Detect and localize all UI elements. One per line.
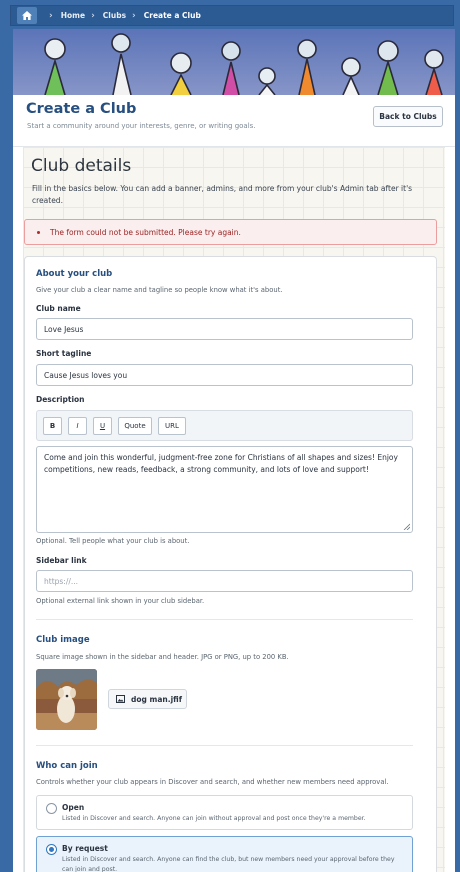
image-icon [116, 695, 125, 703]
about-hint: Give your club a clear name and tagline so people know what it's about. [36, 286, 283, 294]
description-textarea[interactable] [36, 446, 413, 533]
club-form-card [24, 256, 437, 872]
chevron-right-icon: › [49, 10, 53, 21]
chevron-right-icon: › [132, 10, 136, 21]
who-can-join-heading: Who can join [36, 761, 98, 771]
sidebar-link-label: Sidebar link [36, 556, 87, 565]
page-header [13, 95, 455, 147]
chevron-right-icon: › [91, 10, 95, 21]
join-option-title: By request [62, 844, 108, 853]
url-button[interactable]: URL [158, 417, 186, 435]
page-title: Create a Club [26, 101, 137, 117]
breadcrumb-home[interactable]: › Home [49, 10, 86, 21]
radio-by-request[interactable] [46, 844, 57, 855]
home-button[interactable] [17, 7, 37, 24]
breadcrumb-current: › Create a Club [132, 10, 201, 21]
breadcrumb-clubs[interactable]: › Clubs [91, 10, 127, 21]
club-name-input[interactable]: Love Jesus [36, 318, 413, 340]
sidebar-link-input[interactable]: https://... [36, 570, 413, 592]
bullet-icon [37, 231, 40, 234]
error-alert [24, 219, 437, 245]
description-text: Come and join this wonderful, judgment-free zone for Christians of all shapes and sizes! Enjoy competitions, new reads, feedback, a strong community, and lots of love and support! [44, 453, 398, 474]
radio-open[interactable] [46, 803, 57, 814]
who-can-join-hint: Controls whether your club appears in Discover and search, and whether new members need approval. [36, 778, 389, 786]
breadcrumb [10, 5, 454, 26]
divider [36, 745, 413, 746]
join-option-by-request[interactable] [36, 836, 413, 872]
club-image-heading: Club image [36, 635, 90, 645]
italic-button[interactable]: I [68, 417, 87, 435]
club-image-file[interactable] [108, 689, 187, 709]
join-option-open[interactable] [36, 795, 413, 830]
tagline-input[interactable]: Cause Jesus loves you [36, 364, 413, 386]
join-option-description: Listed in Discover and search. Anyone can join without approval and post once they're a member. [62, 815, 366, 822]
divider [36, 619, 413, 620]
bold-button[interactable]: B [43, 417, 62, 435]
home-icon [22, 11, 32, 20]
main-panel [13, 95, 455, 872]
back-to-clubs-button[interactable]: Back to Clubs [373, 106, 443, 127]
resize-handle-icon[interactable] [403, 523, 410, 530]
quote-button[interactable]: Quote [118, 417, 152, 435]
sidebar-link-hint: Optional external link shown in your club sidebar. [36, 597, 205, 605]
about-heading: About your club [36, 269, 113, 279]
tagline-label: Short tagline [36, 349, 92, 358]
club-image-hint: Square image shown in the sidebar and header. JPG or PNG, up to 200 KB. [36, 653, 289, 661]
site-banner [13, 29, 455, 95]
file-name: dog man.jfif [131, 694, 182, 704]
club-details-section [23, 147, 445, 872]
description-label: Description [36, 395, 85, 404]
section-description: Fill in the basics below. You can add a banner, admins, and more from your club's Admin tab after it's created. [32, 184, 413, 205]
club-image-preview [36, 669, 97, 730]
join-option-description: Listed in Discover and search. Anyone can find the club, but new members need your approval before they can join and post. [62, 856, 395, 872]
description-toolbar [36, 410, 413, 441]
underline-button[interactable]: U [93, 417, 112, 435]
club-name-label: Club name [36, 304, 81, 313]
error-message: The form could not be submitted. Please try again. [50, 227, 241, 237]
section-title: Club details [31, 156, 132, 176]
description-hint: Optional. Tell people what your club is about. [36, 537, 190, 545]
join-option-title: Open [62, 803, 85, 812]
page-subtitle: Start a community around your interests, genre, or writing goals. [27, 122, 256, 130]
